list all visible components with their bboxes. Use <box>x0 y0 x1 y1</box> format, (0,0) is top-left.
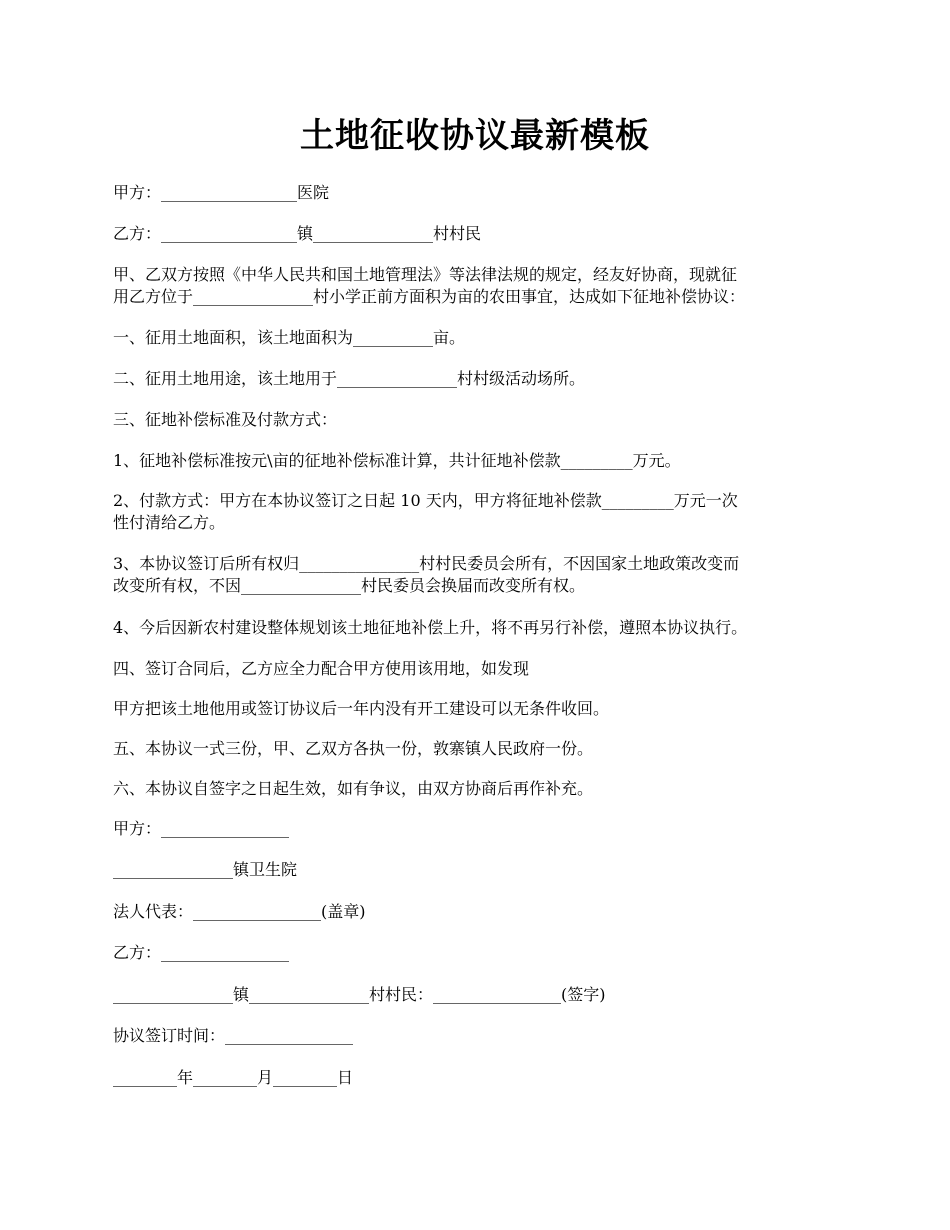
signature-party-a: 甲方：________________ <box>113 819 290 838</box>
clause-3-sub-2-line-2: 性付清给乙方。 <box>113 513 226 532</box>
clause-3-sub-1: 1、征地补偿标准按元\亩的征地补偿标准计算，共计征地补偿款_________万元。 <box>113 451 681 470</box>
clause-2: 二、征用土地用途，该土地用于_______________村村级活动场所。 <box>113 369 586 388</box>
clause-1: 一、征用土地面积，该土地面积为__________亩。 <box>113 328 466 347</box>
signature-legal-representative: 法人代表：________________(盖章) <box>113 902 366 921</box>
party-a-line: 甲方：_________________医院 <box>113 183 330 202</box>
signature-party-b-detail: _______________镇_______________村村民：________________(签字) <box>113 985 606 1004</box>
signing-time: 协议签订时间：________________ <box>113 1026 354 1045</box>
clause-6: 六、本协议自签字之日起生效，如有争议，由双方协商后再作补充。 <box>113 779 594 798</box>
document-title: 土地征收协议最新模板 <box>300 116 650 156</box>
signature-party-a-org: _______________镇卫生院 <box>113 860 298 879</box>
clause-4: 四、签订合同后，乙方应全力配合甲方使用该用地，如发现 <box>113 659 530 678</box>
signature-party-b: 乙方：________________ <box>113 943 290 962</box>
clause-3-sub-2 <box>113 490 843 534</box>
intro-line-2: 用乙方位于_______________村小学正前方面积为亩的农田事宜，达成如下征地补偿协议： <box>113 287 746 306</box>
clause-3-sub-3-line-1: 3、本协议签订后所有权归_______________村村民委员会所有，不因国家土地政策改变而 <box>113 554 740 573</box>
intro-paragraph <box>113 264 843 308</box>
clause-3-sub-4: 4、今后因新农村建设整体规划该土地征地补偿上升，将不再另行补偿，遵照本协议执行。 <box>113 618 748 637</box>
clause-3-sub-3-line-2: 改变所有权，不因_______________村民委员会换届而改变所有权。 <box>113 576 586 595</box>
clause-3-sub-2-line-1: 2、付款方式：甲方在本协议签订之日起 10 天内，甲方将征地补偿款_________万元一次 <box>113 491 738 510</box>
clause-4-continued: 甲方把该土地他用或签订协议后一年内没有开工建设可以无条件收回。 <box>113 699 610 718</box>
signing-date: ________年________月________日 <box>113 1068 354 1087</box>
clause-3-sub-3 <box>113 553 843 597</box>
party-b-line: 乙方：_________________镇_______________村村民 <box>113 224 482 243</box>
intro-line-1: 甲、乙双方按照《中华人民共和国土地管理法》等法律法规的规定，经友好协商，现就征 <box>113 265 738 284</box>
clause-3: 三、征地补偿标准及付款方式： <box>113 410 338 429</box>
clause-5: 五、本协议一式三份，甲、乙双方各执一份，敦寨镇人民政府一份。 <box>113 739 594 758</box>
